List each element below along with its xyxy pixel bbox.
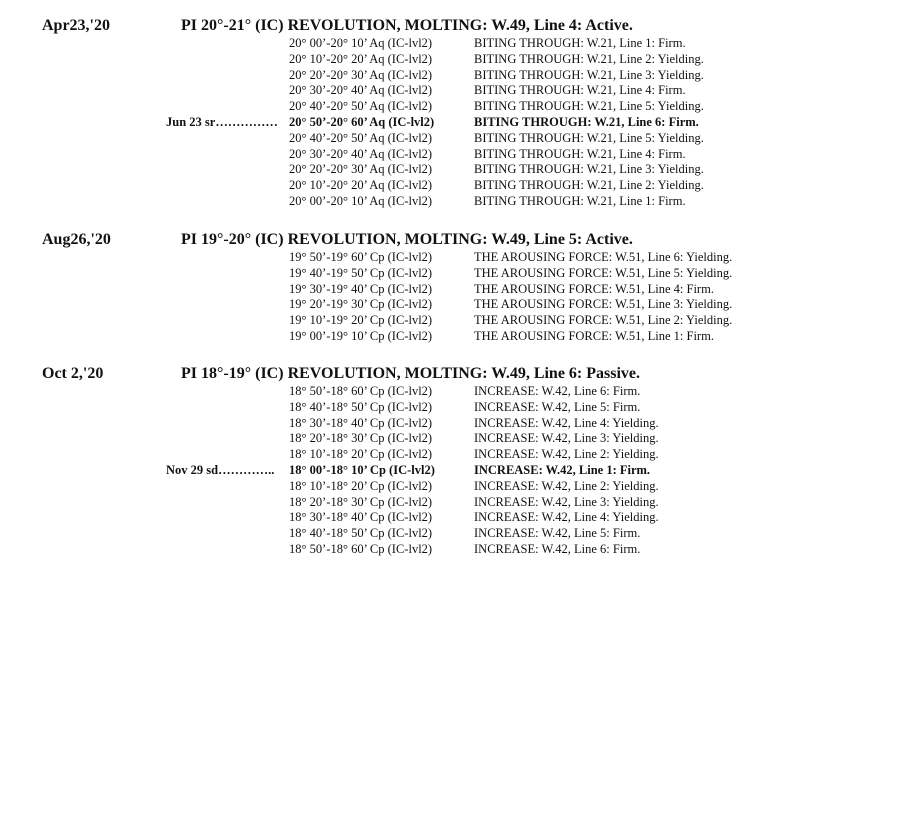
- table-row: [0, 495, 900, 511]
- section-heading: PI 19°-20° (IC) REVOLUTION, MOLTING: W.49, Line 5: Active.: [181, 231, 633, 248]
- degree-range: 19° 10’-19° 20’ Cp (IC-lvl2): [289, 313, 433, 328]
- line-description: THE AROUSING FORCE: W.51, Line 5: Yielding.: [474, 265, 733, 280]
- line-description: THE AROUSING FORCE: W.51, Line 6: Yielding.: [474, 250, 733, 264]
- degree-range: 20° 20’-20° 30’ Aq (IC-lvl2): [289, 162, 433, 177]
- line-description: THE AROUSING FORCE: W.51, Line 3: Yielding.: [474, 297, 733, 312]
- table-row: [0, 510, 900, 526]
- table-row: [0, 194, 900, 210]
- degree-range: 20° 40’-20° 50’ Aq (IC-lvl2): [289, 99, 433, 114]
- line-description: BITING THROUGH: W.21, Line 5: Yielding.: [474, 130, 704, 145]
- section-rows: [0, 250, 900, 345]
- degree-range: 18° 30’-18° 40’ Cp (IC-lvl2): [289, 415, 433, 430]
- degree-range: 18° 50’-18° 60’ Cp (IC-lvl2): [289, 384, 433, 398]
- table-row: [0, 447, 900, 463]
- table-row: [0, 526, 900, 542]
- degree-range: 18° 20’-18° 30’ Cp (IC-lvl2): [289, 431, 433, 446]
- line-description: BITING THROUGH: W.21, Line 4: Firm.: [474, 146, 686, 161]
- table-row: [0, 313, 900, 329]
- degree-range: 20° 10’-20° 20’ Aq (IC-lvl2): [289, 51, 433, 66]
- table-row: [0, 431, 900, 447]
- line-description: BITING THROUGH: W.21, Line 1: Firm.: [474, 36, 686, 50]
- section-heading: PI 20°-21° (IC) REVOLUTION, MOLTING: W.49, Line 4: Active.: [181, 17, 633, 34]
- degree-range: 20° 50’-20° 60’ Aq (IC-lvl2): [289, 114, 435, 129]
- degree-range: 18° 40’-18° 50’ Cp (IC-lvl2): [289, 526, 433, 541]
- line-description: INCREASE: W.42, Line 2: Yielding.: [474, 478, 659, 493]
- degree-range: 20° 30’-20° 40’ Aq (IC-lvl2): [289, 146, 433, 161]
- table-row: [0, 400, 900, 416]
- line-description: BITING THROUGH: W.21, Line 5: Yielding.: [474, 99, 704, 114]
- degree-range: 20° 00’-20° 10’ Aq (IC-lvl2): [289, 36, 433, 50]
- table-row: [0, 52, 900, 68]
- degree-range: 19° 30’-19° 40’ Cp (IC-lvl2): [289, 281, 433, 296]
- line-description: BITING THROUGH: W.21, Line 2: Yielding.: [474, 51, 704, 66]
- degree-range: 20° 30’-20° 40’ Aq (IC-lvl2): [289, 83, 433, 98]
- line-description: BITING THROUGH: W.21, Line 1: Firm.: [474, 193, 686, 208]
- table-row: [0, 416, 900, 432]
- degree-range: 18° 20’-18° 30’ Cp (IC-lvl2): [289, 494, 433, 509]
- line-description: INCREASE: W.42, Line 4: Yielding.: [474, 415, 659, 430]
- degree-range: 20° 10’-20° 20’ Aq (IC-lvl2): [289, 178, 433, 193]
- degree-range: 20° 00’-20° 10’ Aq (IC-lvl2): [289, 193, 433, 208]
- degree-range: 20° 40’-20° 50’ Aq (IC-lvl2): [289, 130, 433, 145]
- line-description: INCREASE: W.42, Line 6: Firm.: [474, 384, 641, 398]
- table-row: [0, 162, 900, 178]
- row-marker: Jun 23 sr……………: [166, 114, 278, 129]
- table-row: [0, 463, 900, 479]
- table-row: [0, 479, 900, 495]
- table-row: [0, 36, 900, 52]
- degree-range: 20° 20’-20° 30’ Aq (IC-lvl2): [289, 67, 433, 82]
- degree-range: 18° 00’-18° 10’ Cp (IC-lvl2): [289, 462, 435, 477]
- line-description: BITING THROUGH: W.21, Line 2: Yielding.: [474, 178, 704, 193]
- section-heading: PI 18°-19° (IC) REVOLUTION, MOLTING: W.49, Line 6: Passive.: [181, 365, 641, 382]
- table-row: [0, 384, 900, 400]
- degree-range: 19° 40’-19° 50’ Cp (IC-lvl2): [289, 265, 433, 280]
- table-row: [0, 115, 900, 131]
- table-row: [0, 178, 900, 194]
- line-description: BITING THROUGH: W.21, Line 6: Firm.: [474, 114, 699, 129]
- line-description: THE AROUSING FORCE: W.51, Line 4: Firm.: [474, 281, 714, 296]
- table-row: [0, 297, 900, 313]
- degree-range: 18° 10’-18° 20’ Cp (IC-lvl2): [289, 478, 433, 493]
- section-date: Apr23,'20: [42, 17, 110, 34]
- degree-range: 19° 50’-19° 60’ Cp (IC-lvl2): [289, 250, 433, 264]
- degree-range: 18° 40’-18° 50’ Cp (IC-lvl2): [289, 399, 433, 414]
- table-row: [0, 68, 900, 84]
- degree-range: 18° 10’-18° 20’ Cp (IC-lvl2): [289, 447, 433, 462]
- line-description: INCREASE: W.42, Line 3: Yielding.: [474, 431, 659, 446]
- line-description: INCREASE: W.42, Line 3: Yielding.: [474, 494, 659, 509]
- line-description: THE AROUSING FORCE: W.51, Line 2: Yielding.: [474, 313, 733, 328]
- table-row: [0, 329, 900, 345]
- table-row: [0, 250, 900, 266]
- degree-range: 18° 50’-18° 60’ Cp (IC-lvl2): [289, 541, 433, 556]
- line-description: INCREASE: W.42, Line 1: Firm.: [474, 462, 651, 477]
- table-row: [0, 99, 900, 115]
- section-date: Oct 2,'20: [42, 365, 104, 382]
- line-description: INCREASE: W.42, Line 5: Firm.: [474, 526, 641, 541]
- line-description: BITING THROUGH: W.21, Line 3: Yielding.: [474, 67, 704, 82]
- table-row: [0, 131, 900, 147]
- section-date: Aug26,'20: [42, 231, 111, 248]
- section-rows: [0, 384, 900, 558]
- line-description: THE AROUSING FORCE: W.51, Line 1: Firm.: [474, 328, 714, 343]
- line-description: INCREASE: W.42, Line 6: Firm.: [474, 541, 641, 556]
- degree-range: 18° 30’-18° 40’ Cp (IC-lvl2): [289, 510, 433, 525]
- line-description: BITING THROUGH: W.21, Line 3: Yielding.: [474, 162, 704, 177]
- degree-range: 19° 00’-19° 10’ Cp (IC-lvl2): [289, 328, 433, 343]
- line-description: BITING THROUGH: W.21, Line 4: Firm.: [474, 83, 686, 98]
- line-description: INCREASE: W.42, Line 5: Firm.: [474, 399, 641, 414]
- degree-range: 19° 20’-19° 30’ Cp (IC-lvl2): [289, 297, 433, 312]
- section-rows: [0, 36, 900, 210]
- line-description: INCREASE: W.42, Line 2: Yielding.: [474, 447, 659, 462]
- table-row: [0, 147, 900, 163]
- table-row: [0, 542, 900, 558]
- table-row: [0, 266, 900, 282]
- table-row: [0, 282, 900, 298]
- line-description: INCREASE: W.42, Line 4: Yielding.: [474, 510, 659, 525]
- table-row: [0, 83, 900, 99]
- row-marker: Nov 29 sd…………..: [166, 462, 275, 477]
